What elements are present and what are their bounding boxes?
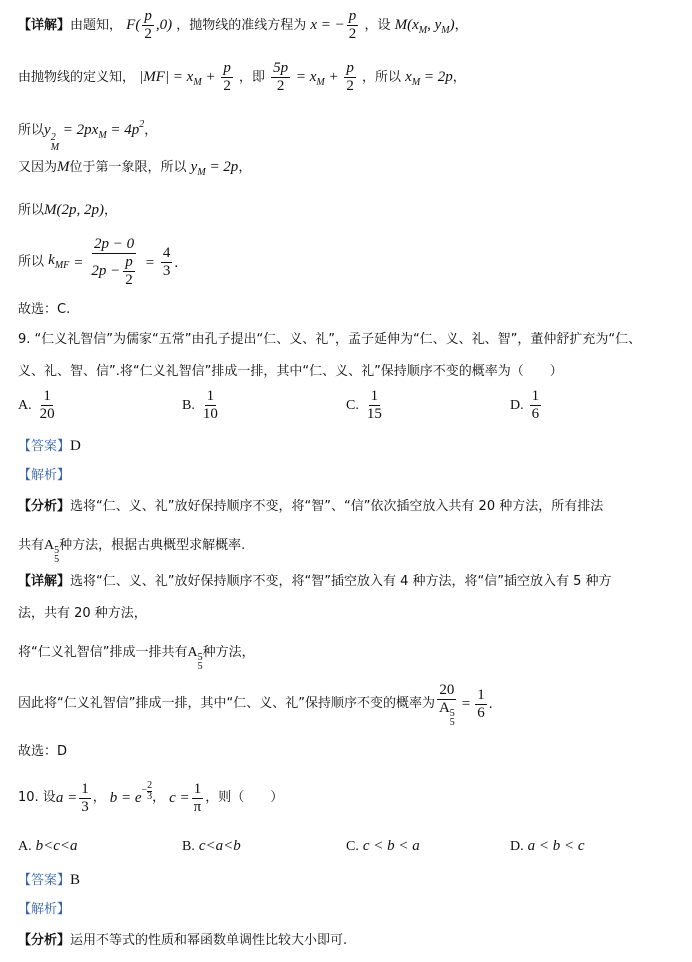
q9-option-b: B. $\frac{1}{10}$ [182,388,218,422]
q10-option-b: B. c<a<b [182,838,241,854]
text: 位于第一象限，所以 [69,160,187,175]
a-def: a = [55,790,78,806]
b-def: b = e [109,790,142,806]
analysis-label: 【分析】 [18,499,71,514]
q9-option-d: D. $\frac{1}{6}$ [510,388,540,422]
q9-detail-line4: 因此将“仁义礼智信”排成一排，其中“仁、义、礼”保持顺序不变的概率为 20 A 5 5 = $\frac{1}{6}$ . [18,681,493,728]
q10-jiexi-label: 【解析】 [18,902,71,917]
xm-expr: $x_M = 2p$ [405,68,453,88]
detail-line-1: 【详解】由题知， F( $\frac{p}{2}$ ,0) ，抛物线的准线方程为 x = − $\frac{p}{2}$ ，设 $M(x_M$, $y_M$)， [18,8,468,42]
q9-stem-line1: 9. “仁义礼智信”为儒家“五常”由孔子提出“仁、义、礼”，孟子延伸为“仁、义、礼、智”，董仲舒扩充为“仁、 [18,332,642,347]
q9-jiexi-label: 【解析】 [18,468,71,483]
q10-answer [18,870,80,891]
detail-label: 【详解】 [18,17,71,33]
focal-distance-expr: $|MF| = x_M$ + $\frac{p}{2}$ [139,60,231,94]
text: ，即 [238,69,265,85]
text: ，抛物线的准线方程为 [176,17,307,33]
q9-analysis-line1: 【分析】选将“仁、义、礼”放好保持顺序不变，将“智”、“信”依次插空放入共有 20 种方法，所有排法 [18,499,604,514]
q9-analysis-line2: 共有A 5 5 种方法，根据古典概型求解概率. [18,538,246,565]
point-M-coords: M(2p, 2p) [44,202,105,218]
answer-label: 【答案】 [18,873,71,888]
text: ，设 [364,17,391,33]
answer-value: D [70,438,81,454]
text: 所以 [18,203,45,218]
equation-expr: $\frac{5p}{2}$ = $x_M$ + $\frac{p}{2}$ [273,60,354,94]
b-exponent: − $\frac{2}{3}$ [141,779,153,802]
q10-stem: 10. 设 a = $\frac{1}{3}$ ， b = e − $\frac{2}{3}$ ， c = $\frac{1}{\pi}$ ，则（ ） [18,779,284,815]
definition-line: 由抛物线的定义知， $|MF| = x_M$ + $\frac{p}{2}$ ，即 $\frac{5p}{2}$ = $x_M$ + $\frac{p}{2}$ ，所以 $x_M = 2p$， [18,60,466,94]
point-M: M [57,159,70,175]
q10-option-d: D. a < b < c [510,838,585,854]
text: 由抛物线的定义知， [18,69,136,85]
point-line: 所以M(2p, 2p)， [18,202,118,218]
q9-detail-line2: 法，共有 20 种方法， [18,606,147,621]
ym-squared-expr: y 2 M = $2px_M = 4p^2$ [44,119,145,153]
text: 由题知， [70,17,123,33]
q9-stem-line2: 义、礼、智、信”.将“仁义礼智信”排成一排，其中“仁、义、礼”保持顺序不变的概率为（ ） [18,364,563,379]
answer-label: 【答案】 [18,439,71,454]
analysis-label: 【分析】 [18,933,71,948]
ym-squared-line: 所以y 2 M = $2px_M = 4p^2$， [18,119,158,153]
slope-line [18,236,178,292]
detail-label: 【详解】 [18,574,71,589]
text: 所以 [18,254,45,270]
answer-value: B [70,872,81,888]
q10-analysis: 【分析】运用不等式的性质和幂函数单调性比较大小即可. [18,933,348,948]
focus-expr: F( $\frac{p}{2}$ ,0) [126,8,173,42]
directrix-expr: x = − $\frac{p}{2}$ [310,8,357,42]
q9-option-a: A. $\frac{1}{20}$ [18,388,55,422]
conclusion-c: 故选：C. [18,302,71,317]
q9-detail-line1: 【详解】选将“仁、义、礼”放好保持顺序不变，将“智”插空放入有 4 种方法，将“信”插空放入有 5 种方 [18,574,612,589]
text: ，所以 [362,69,402,85]
q9-conclusion: 故选：D [18,744,68,759]
q10-option-c: C. c < b < a [346,838,420,854]
slope-expr: $k_{MF}$ = 2p − 0 2p − $\frac{p}{2}$ = $\frac{4}{3}$ . [48,236,179,288]
q9-answer [18,436,81,457]
q10-option-a: A. b<c<a [18,838,78,854]
quadrant-line: 又因为M位于第一象限，所以 $y_M = 2p$， [18,159,252,178]
q9-option-c: C. $\frac{1}{15}$ [346,388,382,422]
q9-detail-line3: 将“仁义礼智信”排成一排共有A 5 5 种方法， [18,645,255,672]
text: 所以 [18,123,45,138]
point-M-expr: $M(x_M$, $y_M$) [394,16,455,36]
ym-expr: $y_M = 2p$ [190,159,239,178]
c-def: c = [169,790,190,806]
text: 又因为 [18,160,58,175]
